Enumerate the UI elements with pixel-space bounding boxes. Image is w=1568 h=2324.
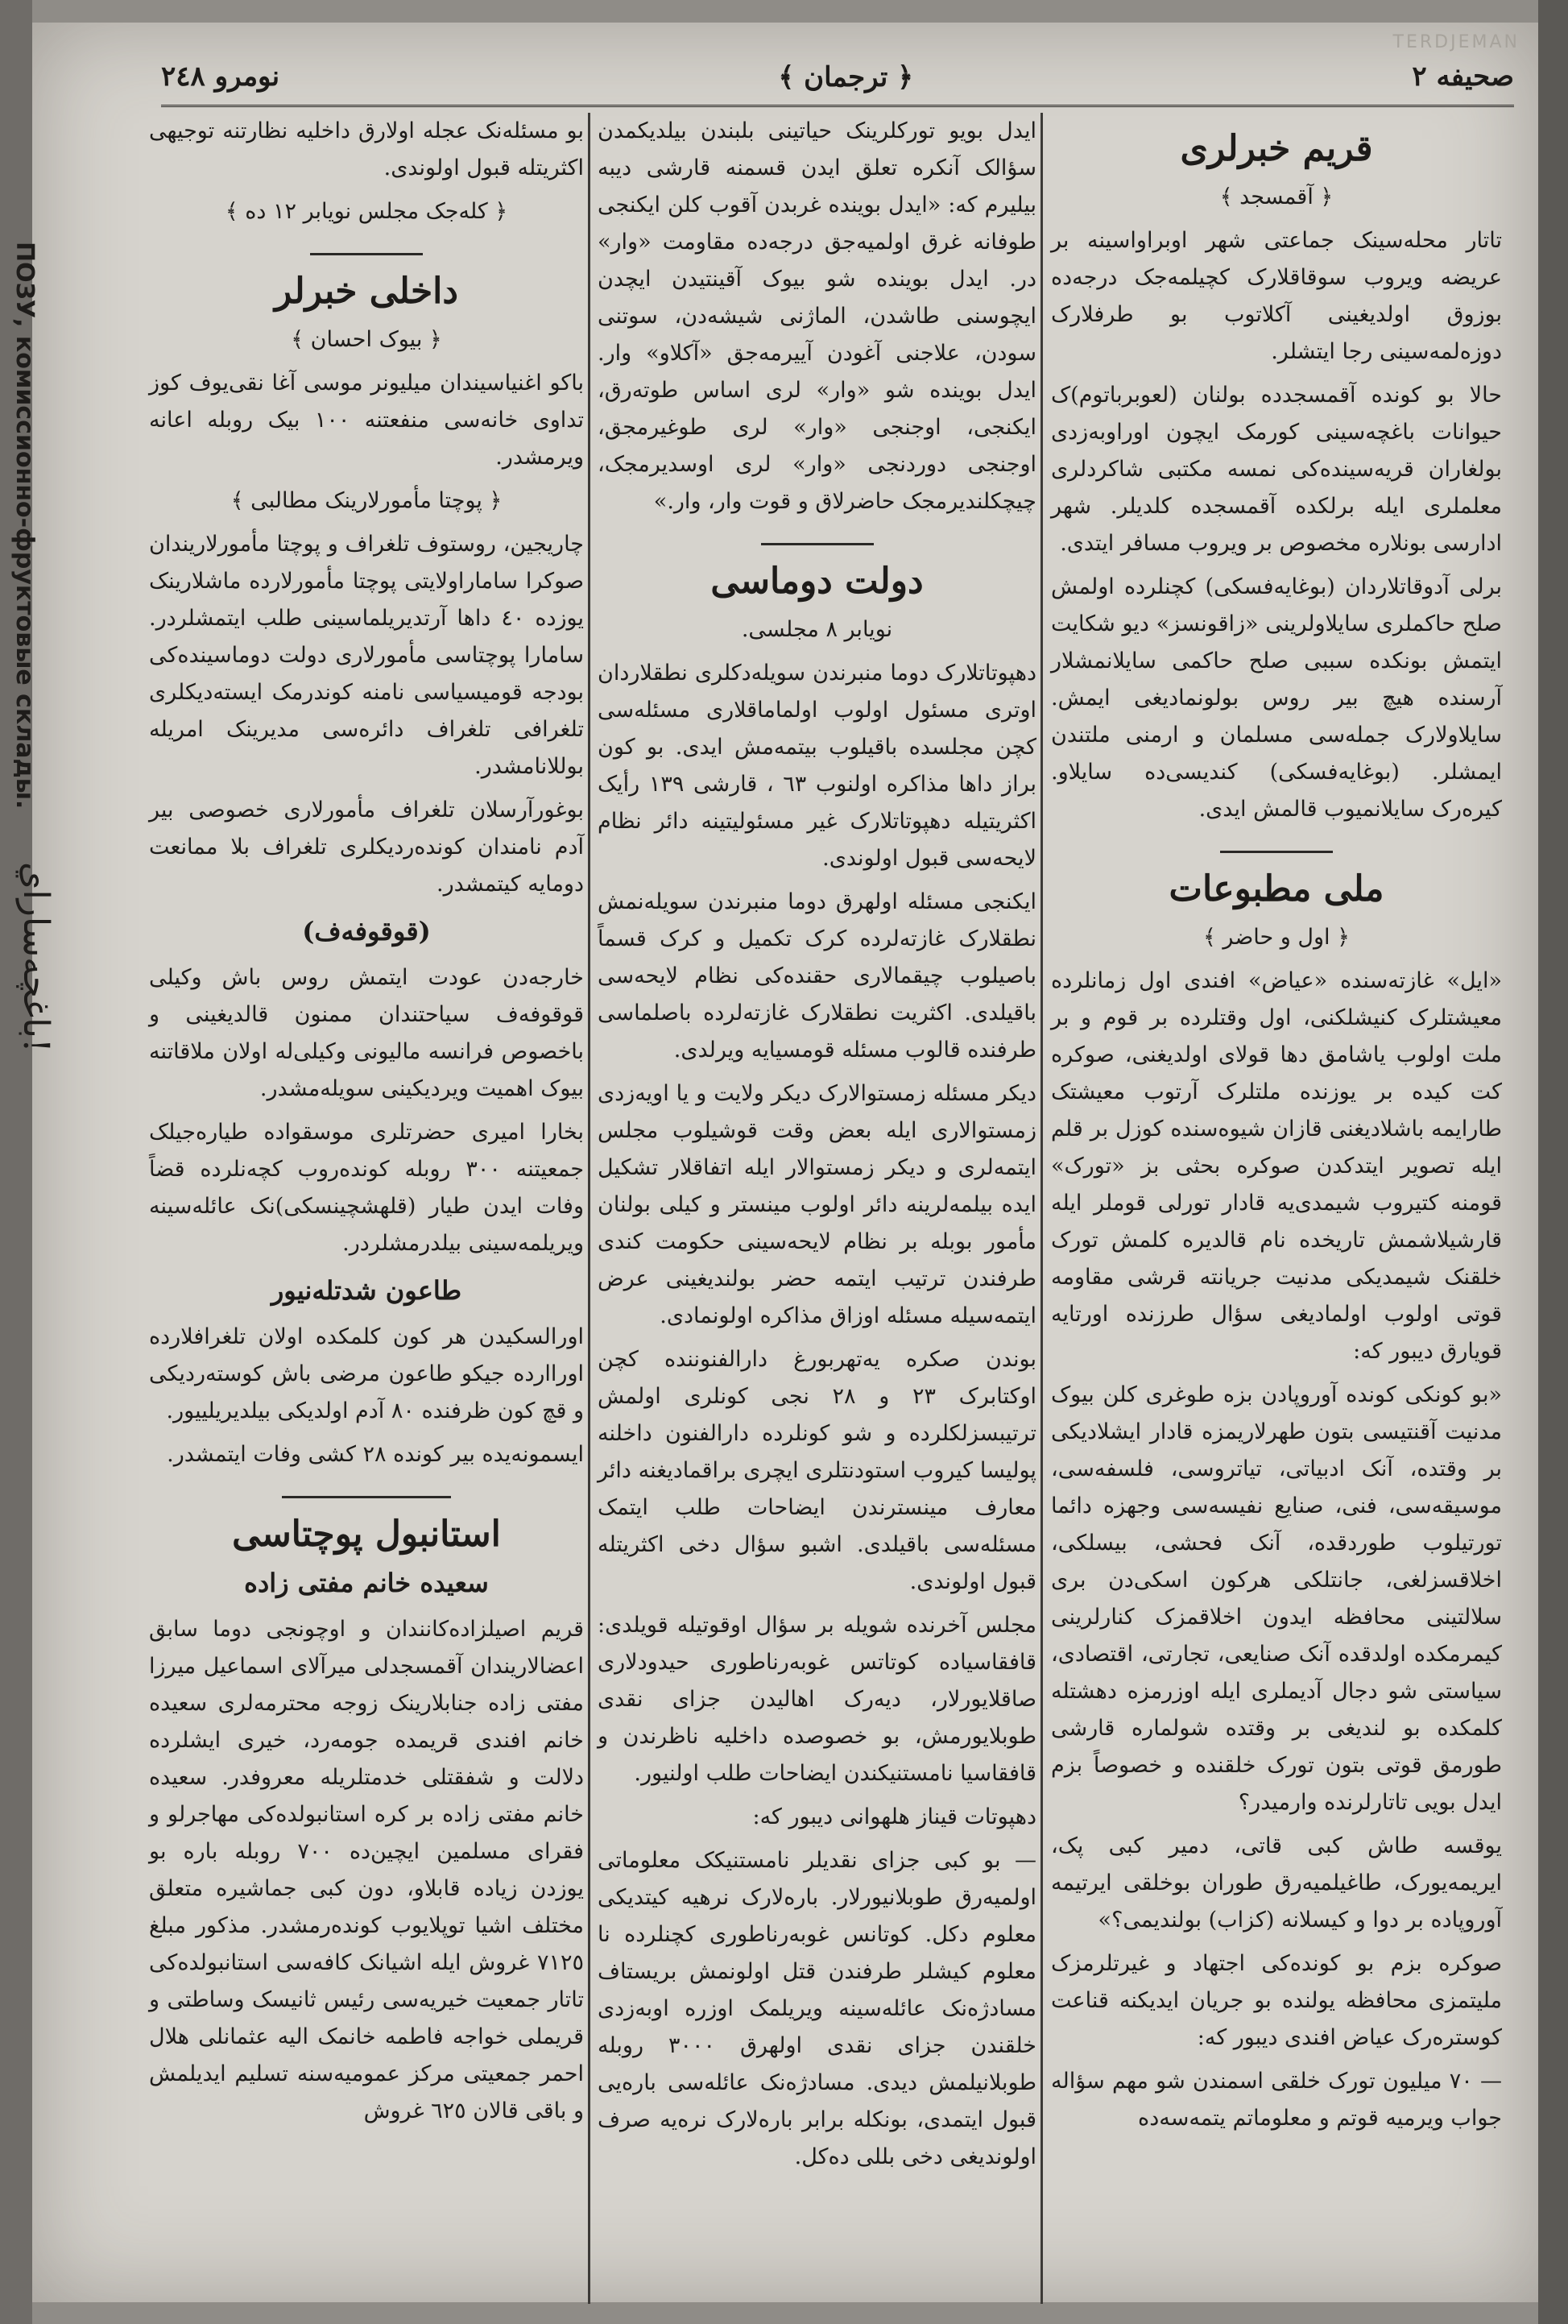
article-paragraph: حالا بو کونده آقمسجدده بولنان (لعوبرباتوم)ک حیوانات باغچه‌سینی کورمک ایچون اوراوبه‌زدی بولغاران قریه‌سینده‌کی نمسه مکتبی شاکردلری معلملری ایله برلکده آقمسجده کلدیلر. شهر ادارسی بونلاره مخصوص بر ویروب مسافر ایتدی. xyxy=(1051,383,1502,556)
article-paragraph: چاریجین، روستوف تلغراف و پوچتا مأمورلاریندان صوکرا ساماراولایتی پوچتا مأمورلارده ماشلارینک یوزده ٤٠ داها آرتدیریلماسینی طلب ایتمشلردر. سامارا پوچتاسی مأمورلاری دولت دوماسینده‌کی بودجه قومیسیاسی نامنه کوندرمک ایسته‌دیکلری تلغرافی تلغراف دائره‌سی مدیرینک امریله بوللانامشدر. xyxy=(149,532,584,779)
page-header xyxy=(161,48,1514,107)
article-paragraph: ایکنجی مسئله اولهرق دوما منبرندن سویله‌نمش نطقلارک غازته‌لرده کرک تکمیل و کرک قسماً باصیلوب چیقمالاری حقنده‌کی نظام لایحه‌سی باقیلدی. اکثریت نطقلارک غازته‌لرده باصلماسی طرفنده قالوب مسئله قومسیایه ویرلدی. xyxy=(598,889,1036,1063)
article-paragraph: دهپوتات قیناز هلهوانی دیبور که: xyxy=(752,1804,1036,1829)
subheading-past-present: ﴿ اول و حاضر ﴾ xyxy=(1203,925,1350,950)
article-paragraph: بخارا امیری حضرتلری موسقواده طیاره‌جیلک جمعیتنه ٣٠٠ روبله کونده‌روب کچه‌نلرده قضاً وفات ایدن طیار (قلهشچینسکی)نک عائله‌سینه ویریلمه‌سینی بیلدرمشلردر. xyxy=(149,1120,585,1256)
vertical-ad-arabic: باغچه‌ساراي! xyxy=(15,862,56,1053)
article-paragraph: قریم اصیلزاده‌کانندان و اوچونجی دوما سابق اعضالاریندان آقمسجدلی میرآلای اسماعیل میرزا مفتی زاده جنابلارینک زوجه محترمه‌لری سعیده خانم افندی قریمده جومه‌رد، خیری ایشلرده دلالت و شفقتلی خدمتلریله معروفدر. سعیده خانم مفتی زاده بر کره استانبولده‌کی مهاجرلو و فقرای مسلمین ایچین‌ده ٧٠٠ روبله باره بو یوزدن زیاده قابلاو، دون کبی جماشیره متعلق مختلف اشیا توپلایوب کونده‌رمشدر. مذکور مبلغ ٧١٢٥ غروش ایله اشیانک کافه‌سی استانبولده‌کی تاتار جمعیت خیریه‌سی رئیس ثانیسک وساطتی و قریملی خواجه فاطمه خانمک الیه عثمانلی هلال احمر جمعیتی مرکز عمومیه‌سنه تسلیم ایدیلمش و باقی قالان ٦٢٥ غروش xyxy=(149,1617,584,2123)
column-left xyxy=(149,113,584,2136)
column-divider xyxy=(588,113,590,2304)
article-paragraph: بوغورآرسلان تلغراف مأمورلاری خصوصی بیر آدم نامندان کونده‌ردیکلری تلغراف بلا ممانعت دومایه کیتمشدر. xyxy=(149,797,584,897)
subheading-great-charity: ﴿ بیوک احسان ﴾ xyxy=(291,327,442,352)
section-heading-domestic-news: داخلی خبرلر xyxy=(274,271,458,312)
article-paragraph: «ایل» غازته‌سنده «عیاض» افندی اول زمانلرده معیشتلرک کنیشلکنی، اول وقتلرده بر قوم و بر ملت اولوب یاشامق دها قولای اولدیغنی، صوکره کت کیده بر یوزنده ملتلرک آرتوب معیشتک طارایمه باشلادیغنی قازان شیوه‌سنده کوزل بر قلم ایله تصویر ایتدکدن صوکره بحثی بز «تورک» قومنه کتیروب شیمدی‌یه قادار تورلی قوملر ایله قارشیلاشمش تاریخده نام قالدیره کلمش تورک خلقنک شیمدیکی مدنیت جریانته قرشی مقاومه قوتی اولوب اولمادیغی سؤال طرزنده اورتایه قویارق دیبور که: xyxy=(1051,968,1502,1364)
subheading-saide-khanim: سعیده خانم مفتی زاده xyxy=(244,1568,489,1598)
column-divider xyxy=(1041,113,1043,2304)
column-right xyxy=(1051,113,1502,2144)
article-paragraph: «بو کونکی کونده آوروپادن بزه طوغری کلن بیوک مدنیت آقنتیسی بتون طهرلاریمزه قادار ایشلادیکی بر وقتده، آنک ادبیاتی، تیاتروسی، فلسفه‌سی، موسیقه‌سی، فنی، صنایع نفیسه‌سی وجهزه دائما تورتیلوب طوردقده، آنک فحشی، بیسلکی، اخلاقسزلغی، جانتلکی هرکون اسکی‌دن بری سلالتینی محافظه ایدون اخلاقمزک کنارلرینی کیمرمکده اولدقده آنک صنایعی، تجارتی، اقتصادی، سیاستی شو دجال آدیملری ایله اوزرمزه دهشتله کلمکده بو لندیغی بر وقتده شولماره قارشی طورمق قوتی بتون تورک خلقنده و خصوصاً بزم ایدل بویی تاتارلرنده وارمیدر؟ xyxy=(1051,1382,1502,1815)
section-divider xyxy=(1220,851,1333,853)
subheading-postal-demands: ﴿ پوچتا مأمورلارینک مطالبی ﴾ xyxy=(230,488,503,513)
article-paragraph: تاتار محله‌سینک جماعتی شهر اوبراواسینه بر عریضه ویروب سوقاقلارک کچیلمه‌جک درجه‌ده بوزوق اولدیغینی آکلاتوب بو طرفلارک دوزه‌لمه‌سینی رجا ایتشلر. xyxy=(1051,228,1502,364)
subheading-akmesjid: ﴿ آقمسجد ﴾ xyxy=(1219,184,1334,209)
vertical-ad-russian: ПОЗУ, комиссионно-фруктовые склады. xyxy=(10,242,39,810)
page-label: صحیفه ٢ xyxy=(1412,60,1514,93)
subheading-session-date: نویابر ٨ مجلسی. xyxy=(741,617,893,642)
section-heading-national-press: ملی مطبوعات xyxy=(1169,868,1384,909)
article-paragraph: ایدل بویو تورکلرینک حیاتینی بلبندن بیلدیکمدن سؤالک آنکره تعلق ایدن قسمنه قارشی دیبه بیلیرم که: «ایدل بوینده غربدن آقوب کلن ایکنجی طوفانه غرق اولمیه‌جق درجه‌ده مقاومت «وار» در. ایدل بوینده شو بیوک آقینتیدن ایچدن ایچوسنی طاشدن، الماژنی شیشه‌دن، سوتنی سودن، علاجنی آغودن آییرمه‌جق «آکلاو» وار. ایدل بوینده شو «وار» لری اساس طوته‌رق، ایکنجی، اوجنجی «وار» لری طوغیرمجق، اوجنجی دوردنجی «وار» لری اوسدیرمجک، چیچکلندیرمجک حاضرلاق و قوت وار، وار.» xyxy=(598,118,1036,514)
article-paragraph: ایسمونه‌یده بیر کونده ٢٨ کشی وفات ایتمشدر. xyxy=(167,1442,584,1467)
article-paragraph: — ٧٠ میلیون تورک خلقی اسمندن شو مهم سؤاله جواب ویرمیه قوتم و معلوماتم یتمه‌سه‌ده xyxy=(1051,2069,1502,2131)
right-margin-strip xyxy=(1538,0,1568,2324)
issue-number: نومرو ٢٤٨ xyxy=(161,60,280,93)
next-session-note: ﴿ کله‌جک مجلس نویابر ١٢ ده ﴾ xyxy=(225,199,508,224)
bleed-through-text: TERDJEMAN xyxy=(1392,32,1520,52)
article-paragraph: بوندن صکره یه‌تهربورغ دارالفنوننده کچن اوکتابرک ٢٣ و ٢٨ نجی کونلری اولمش ترتیبسزلکلرده و شو کونلرده دارالفنون داخلنه پولیسا کیروب استودنتلری ایچری براقمادیغنه دائر معارف مینسترندن ایضاحات طلب ایتمک مسئله‌سی باقیلدی. اشبو سؤال دخی اکثریتله قبول اولوندی. xyxy=(598,1347,1036,1594)
article-paragraph: اورالسکیدن هر کون کلمکده اولان تلغرافلارده اوراارده جیکو طاعون مرضی باش کوسته‌ردیکی و قچ کون ظرفنده ٨٠ آدم اولدیکی بیلدیریلییور. xyxy=(149,1324,584,1423)
subheading-kokovtsov: (قوقوفه‌ف) xyxy=(302,916,431,947)
masthead-title: ﴿ ترجمان ﴾ xyxy=(778,60,914,93)
section-divider xyxy=(310,253,423,255)
article-paragraph: مجلس آخرنده شویله بر سؤال اوقوتیله قویلدی: قافقاسیاده کوتاتس غوبه‌رناطوری حیدودلاری صاقلایورلار، دیه‌رک اهالیدن جزای نقدی طوبلایورمش، بو خصوصده داخلیه ناظرندن و قافقاسیا نامستنیکندن ایضاحات طلب اولنیور. xyxy=(598,1613,1036,1786)
article-paragraph: بو مسئله‌نک عجله اولارق داخلیه نظارتنه توجیهی اکثریتله قبول اولوندی. xyxy=(149,118,584,180)
article-paragraph: برلی آدوقاتلاردان (بوغایه‌فسکی) کچنلرده اولمش صلح حاکملری سایلاولرینی «زاقونسز» دیو شکایت ایتمش بونکده سببی صلح حاکمی سایلانمشلار آرسنده هیچ بیر روس بولونمادیغی ایمش. سایلاولارک جمله‌سی مسلمان و ارمنی ملتندن ایمشلر. (بوغایه‌فسکی) کندیسی‌ده سایلاو. کیره‌رک سایلانمیوب قالمش ایدی. xyxy=(1051,574,1502,822)
subheading-plague: طاعون شدتله‌نیور xyxy=(271,1275,462,1306)
section-divider xyxy=(761,543,874,545)
column-middle xyxy=(598,113,1036,2182)
section-heading-crimea-news: قریم خبرلری xyxy=(1180,128,1373,169)
section-heading-istanbul-post: استانبول پوچتاسی xyxy=(232,1514,501,1555)
section-heading-state-duma: دولت دوماسی xyxy=(710,561,924,602)
section-divider xyxy=(282,1496,451,1498)
article-paragraph: باکو اغنیاسیندان میلیونر موسی آغا نقی‌یوف کوز تداوی خانه‌سی منفعتنه ١٠٠ بیک روبله اعانه ویرمشدر. xyxy=(149,371,584,470)
article-paragraph: دیکر مسئله زمستوالارک دیکر ولایت و یا اویه‌زدی زمستوالاری ایله بعض وقت قوشیلوب مجلس ایتمه‌لری و دیکر زمستوالار ایله اتفاقلار تشکیل ایده بیلمه‌لرینه دائر اولوب مینستر و کیلی بولنان مأمور بوبله بر نظام لایحه‌سینی حکومت کندی طرفندن ترتیب ایتمه حضر بولندیغینی عرض ایتمه‌سیله مسئله اوزاق مذاکره اولونمادی. xyxy=(598,1081,1036,1328)
article-paragraph: یوقسه طاش کبی قاتی، دمیر کبی پک، ایریمه‌یورک، طاغیلمیه‌رق طوران بوخلقی ایرتیمه آوروپاده بر دوا و کیسلانه (کزاب) بولندیمی؟» xyxy=(1051,1833,1502,1933)
article-paragraph: دهپوتاتلارک دوما منبرندن سویله‌دکلری نطقلاردان اوترى مسئول اولوب اولماماقلاری مسئله‌سی کچن مجلسده باقیلوب بیتمه‌مش ایدی. بو کون براز داها مذاکره اولنوب ٦٣ ، قارشی ١٣٩ رأیک اکثریتیله دهپوتاتلارک غیر مسئولیتینه دائر نظام لایحه‌سی قبول اولوندی. xyxy=(598,661,1036,871)
article-paragraph: صوکره بزم بو کونده‌کی اجتهاد و غیرتلرمزک ملیتمزی محافظه یولنده بو جریان ایدیکنه قناعت کوستره‌رک عیاض افندی دیبور که: xyxy=(1051,1951,1502,2050)
article-paragraph: — بو کبی جزای نقدیلر نامستنیکک معلوماتی اولمیه‌رق طوبلانیورلار. باره‌لارک نرهیه کیتدیکی معلوم دکل. کوتانس غوبه‌رناطوری کچنلرده نا معلوم کیشلر طرفندن قتل اولونمش بریستاف مسادژه‌نک عائله‌سینه ویریلمک اوزره اوبه‌زدی خلقندن جزای نقدی اولهرق ٣٠٠٠ روبله طوبلانیلمش دیدی. مسادژه‌نک عائله‌سی باره‌یی قبول ایتمدی، بونکله برابر باره‌لارک نره‌یه صرف اولوندیغی دخی بللی ده‌کل. xyxy=(598,1848,1036,2169)
article-paragraph: خارجه‌دن عودت ایتمش روس باش وکیلی قوقوفه‌ف سیاحتندان ممنون قالدیغینی و باخصوص فرانسه مالیونی وکیلی‌له اولان ملاقاتنه بیوک اهمیت ویردیکینی سویله‌مشدر. xyxy=(149,965,584,1101)
